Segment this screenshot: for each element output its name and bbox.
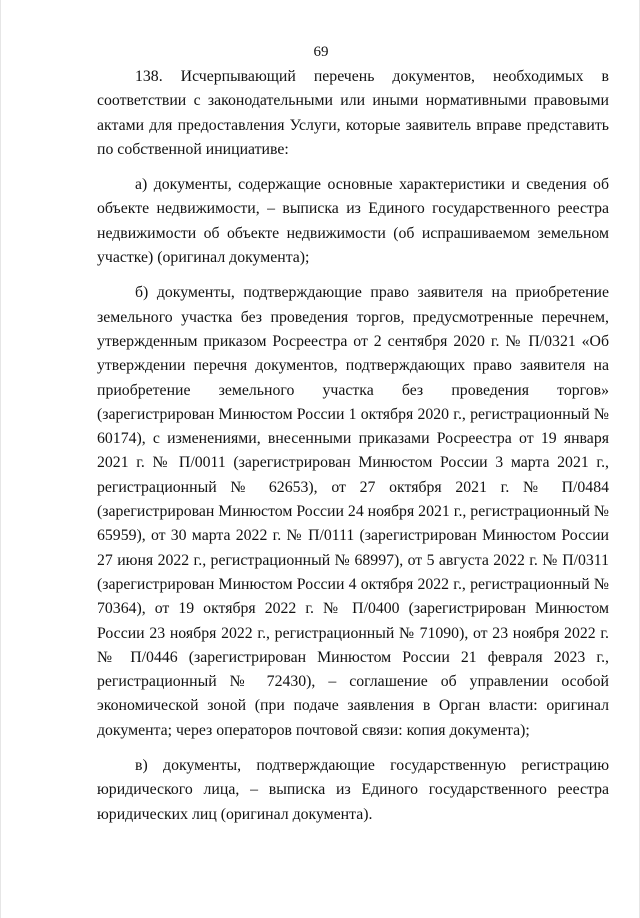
document-body (97, 65, 609, 838)
paragraph-138-intro: 138. Исчерпывающий перечень документов, необходимых в соответствии с законодательными или иными нормативными правовыми актами для предоставления Услуги, которые заявитель вправе представить по собственной инициативе: (97, 68, 609, 158)
paragraph-item-b: б) документы, подтверждающие право заявителя на приобретение земельного участка без проведения торгов, предусмотренные перечнем, утвержденным приказом Росреестра от 2 сентября 2020 г. № П/0321 «Об утверждении перечня документов, подтверждающих право заявителя на приобретение земельного участка без проведения торгов» (зарегистрирован Минюстом России 1 октября 2020 г., регистрационный № 60174), с изменениями, внесенными приказами Росреестра от 19 января 2021 г. № П/0011 (зарегистрирован Минюстом России 3 марта 2021 г., регистрационный № 62653), от 27 октября 2021 г. № П/0484 (зарегистрирован Минюстом России 24 ноября 2021 г., регистрационный № 65959), от 30 марта 2022 г. № П/0111 (зарегистрирован Минюстом России 27 июня 2022 г., регистрационный № 68997), от 5 августа 2022 г. № П/0311 (зарегистрирован Минюстом России 4 октября 2022 г., регистрационный № 70364), от 19 октября 2022 г. № П/0400 (зарегистрирован Минюстом России 23 ноября 2022 г., регистрационный № 71090), от 23 ноября 2022 г. № П/0446 (зарегистрирован Минюстом России 21 февраля 2023 г., регистрационный № 72430), – соглашение об управлении особой экономической зоной (при подаче заявления в Орган власти: оригинал документа; через операторов почтовой связи: копия документа); (97, 284, 609, 739)
paragraph-item-a: а) документы, содержащие основные характеристики и сведения об объекте недвижимости, – выписка из Единого государственного реестра недвижимости об объекте недвижимости (об испрашиваемом земельном участке) (оригинал документа); (97, 176, 609, 267)
page-number: 69 (313, 44, 329, 60)
paragraph-item-v: в) документы, подтверждающие государственную регистрацию юридического лица, – выписка из Единого государственного реестра юридических лиц (оригинал документа). (97, 757, 609, 823)
